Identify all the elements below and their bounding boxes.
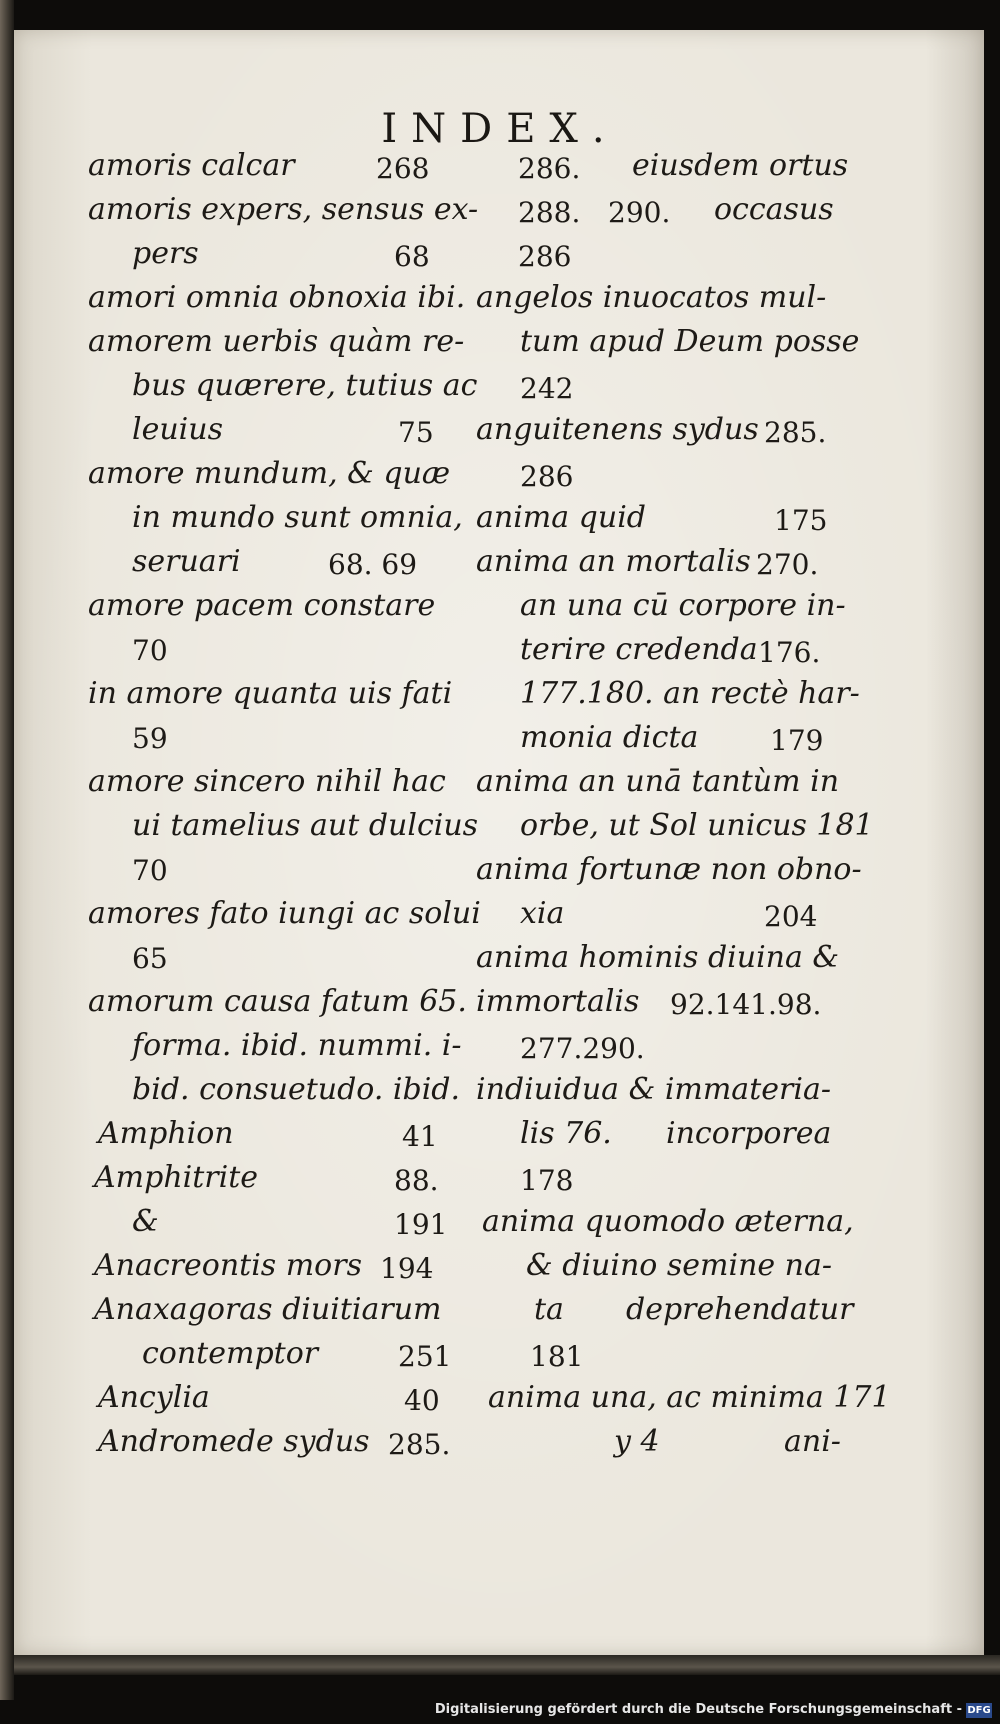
page-ref: 65: [132, 942, 168, 975]
page-ref: 242: [520, 372, 574, 405]
index-entry: tum apud Deum posse: [520, 324, 860, 359]
index-entry: immortalis: [476, 984, 640, 1019]
index-entry: bus quærere, tutius ac: [132, 368, 478, 403]
page-ref: 286: [518, 240, 572, 273]
page-ref: 290.: [608, 196, 671, 229]
index-entry: amore mundum, & quæ: [88, 456, 451, 491]
catchword: ani-: [784, 1424, 841, 1459]
index-entry: eiusdem ortus: [632, 148, 849, 183]
scan-bottom-edge: [14, 1655, 1000, 1675]
index-entry: Anacreontis mors: [94, 1248, 362, 1283]
index-entry: lis 76.: [520, 1116, 612, 1151]
page-ref: 88.: [394, 1164, 439, 1197]
index-entry: Ancylia: [98, 1380, 210, 1415]
index-entry: anima una, ac minima 171: [488, 1380, 891, 1415]
index-entry: pers: [132, 236, 199, 271]
index-entry: amorum causa fatum 65.: [88, 984, 467, 1019]
page-ref: 70: [132, 634, 168, 667]
page-ref: 68: [394, 240, 430, 273]
index-entry: seruari: [132, 544, 241, 579]
page-ref: 277.290.: [520, 1032, 645, 1065]
index-entry: contemptor: [142, 1336, 319, 1371]
page-ref: 70: [132, 854, 168, 887]
index-entry: Amphitrite: [94, 1160, 259, 1195]
index-entry: leuius: [132, 412, 223, 447]
index-entry: anguitenens sydus: [476, 412, 759, 447]
index-entry: terire credenda: [520, 632, 758, 667]
index-entry: amorem uerbis quàm re-: [88, 324, 465, 359]
page-ref: 41: [402, 1120, 438, 1153]
page-ref: 191: [394, 1208, 448, 1241]
page-ref: 285.: [764, 416, 827, 449]
index-entry: anima fortunæ non obno-: [476, 852, 862, 887]
index-entry: anima an mortalis: [476, 544, 751, 579]
page-ref: 75: [398, 416, 434, 449]
page-ref: 68. 69: [328, 548, 418, 581]
page-ref: 181: [530, 1340, 584, 1373]
index-entry: amore pacem constare: [88, 588, 436, 623]
index-entry: amore sincero nihil hac: [88, 764, 446, 799]
digitization-credit: Digitalisierung gefördert durch die Deutsche Forschungsgemeinschaft -: [434, 1702, 962, 1717]
dfg-logo: DFG: [967, 1705, 991, 1716]
index-entry: forma. ibid. nummi. i-: [132, 1028, 462, 1063]
index-entry: anima hominis diuina &: [476, 940, 840, 975]
page-ref: 176.: [758, 636, 821, 669]
page-ref: 59: [132, 722, 168, 755]
index-entry: in mundo sunt omnia,: [132, 500, 463, 535]
scan-left-edge: [0, 0, 14, 1724]
index-entry: amori omnia obnoxia ibi.: [88, 280, 466, 315]
index-entry: occasus: [714, 192, 834, 227]
page-header: INDEX.: [381, 106, 619, 152]
page-ref: 179: [770, 724, 824, 757]
index-entry: amoris calcar: [88, 148, 295, 183]
page-ref: 286: [520, 460, 574, 493]
index-entry: ta: [534, 1292, 564, 1327]
index-entry: anima an unā tantùm in: [476, 764, 840, 799]
page-ref: 175: [774, 504, 828, 537]
index-entry: indiuidua & immateria-: [476, 1072, 831, 1107]
index-entry: xia: [520, 896, 565, 931]
index-entry: Amphion: [98, 1116, 234, 1151]
index-entry: ui tamelius aut dulcius: [132, 808, 479, 843]
index-entry: 177.180. an rectè har-: [520, 676, 860, 711]
index-entry: anima quid: [476, 500, 646, 535]
page-ref: 204: [764, 900, 818, 933]
signature-mark: y 4: [614, 1424, 660, 1459]
index-entry: Anaxagoras diuitiarum: [94, 1292, 442, 1327]
index-entry: monia dicta: [520, 720, 699, 755]
index-entry: incorporea: [666, 1116, 832, 1151]
index-entry: & diuino semine na-: [526, 1248, 833, 1283]
index-entry: an una cū corpore in-: [520, 588, 846, 623]
index-entry: bid. consuetudo. ibid.: [132, 1072, 461, 1107]
page-ref: 178: [520, 1164, 574, 1197]
page-ref: 194: [380, 1252, 434, 1285]
index-entry: in amore quanta uis fati: [88, 676, 453, 711]
page-ref: 268: [376, 152, 430, 185]
page-ref: 40: [404, 1384, 440, 1417]
page-ref: 251: [398, 1340, 452, 1373]
page-ref: 285.: [388, 1428, 451, 1461]
page-ref: 288.: [518, 196, 581, 229]
index-entry: angelos inuocatos mul-: [476, 280, 827, 315]
index-entry: amoris expers, sensus ex-: [88, 192, 479, 227]
index-entry: amores fato iungi ac solui: [88, 896, 481, 931]
index-entry: &: [132, 1204, 159, 1239]
index-entry: orbe, ut Sol unicus 181: [520, 808, 874, 843]
page-ref: 92.141.98.: [670, 988, 822, 1021]
page-ref: 270.: [756, 548, 819, 581]
index-entry: deprehendatur: [626, 1292, 854, 1327]
index-entry: anima quomodo æterna,: [482, 1204, 854, 1239]
page-ref: 286.: [518, 152, 581, 185]
index-entry: Andromede sydus: [98, 1424, 370, 1459]
